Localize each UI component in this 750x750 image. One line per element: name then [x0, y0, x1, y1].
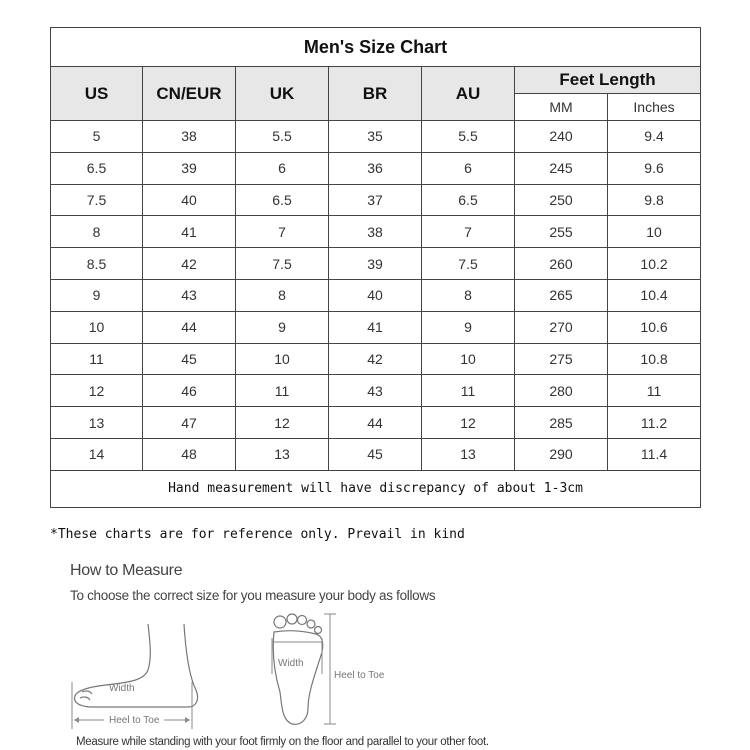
table-cell: 13: [422, 438, 515, 470]
table-cell: 13: [51, 407, 143, 439]
size-chart-table: [50, 27, 701, 508]
header-au: AU: [422, 67, 515, 121]
header-uk: UK: [236, 67, 329, 121]
disclaimer-text: *These charts are for reference only. Prevail in kind: [50, 527, 465, 542]
table-cell: 12: [236, 407, 329, 439]
table-cell: 12: [422, 407, 515, 439]
table-cell: 10: [608, 216, 701, 248]
chart-title: Men's Size Chart: [51, 28, 701, 67]
table-cell: 38: [143, 121, 236, 153]
table-cell: 8: [51, 216, 143, 248]
table-cell: 11: [236, 375, 329, 407]
table-cell: 10.4: [608, 279, 701, 311]
table-cell: 13: [236, 438, 329, 470]
table-cell: 270: [515, 311, 608, 343]
top-heel-to-toe-label: Heel to Toe: [334, 670, 385, 681]
table-cell: 10: [422, 343, 515, 375]
table-cell: 265: [515, 279, 608, 311]
header-br: BR: [329, 67, 422, 121]
header-us: US: [51, 67, 143, 121]
table-cell: 7: [236, 216, 329, 248]
how-to-measure-subtitle: To choose the correct size for you measure your body as follows: [70, 588, 436, 603]
table-cell: 285: [515, 407, 608, 439]
table-row: [51, 407, 701, 439]
table-cell: 6.5: [422, 184, 515, 216]
table-cell: 255: [515, 216, 608, 248]
table-cell: 9: [422, 311, 515, 343]
top-foot-illustration: [273, 614, 323, 724]
table-cell: 10: [51, 311, 143, 343]
table-cell: 6.5: [51, 152, 143, 184]
table-cell: 39: [143, 152, 236, 184]
table-cell: 8: [422, 279, 515, 311]
table-cell: 36: [329, 152, 422, 184]
table-cell: 5.5: [236, 121, 329, 153]
header-feet-length: Feet Length: [515, 67, 701, 94]
table-cell: 5.5: [422, 121, 515, 153]
table-cell: 46: [143, 375, 236, 407]
table-row: [51, 375, 701, 407]
table-cell: 11.4: [608, 438, 701, 470]
table-cell: 10.8: [608, 343, 701, 375]
table-cell: 42: [329, 343, 422, 375]
table-cell: 37: [329, 184, 422, 216]
table-cell: 275: [515, 343, 608, 375]
table-cell: 45: [143, 343, 236, 375]
table-cell: 43: [329, 375, 422, 407]
table-cell: 47: [143, 407, 236, 439]
table-cell: 10.2: [608, 248, 701, 280]
table-cell: 7.5: [236, 248, 329, 280]
table-cell: 42: [143, 248, 236, 280]
header-inches: Inches: [608, 94, 701, 121]
side-foot-illustration: [75, 624, 198, 707]
table-row: [51, 279, 701, 311]
side-heel-to-toe-label: Heel to Toe: [109, 715, 160, 726]
size-rows: [51, 121, 701, 471]
table-cell: 9: [51, 279, 143, 311]
table-cell: 14: [51, 438, 143, 470]
table-cell: 41: [143, 216, 236, 248]
top-width-label: Width: [278, 658, 304, 669]
table-cell: 45: [329, 438, 422, 470]
table-cell: 44: [329, 407, 422, 439]
table-cell: 40: [143, 184, 236, 216]
table-cell: 245: [515, 152, 608, 184]
table-cell: 9: [236, 311, 329, 343]
table-cell: 41: [329, 311, 422, 343]
table-cell: 8: [236, 279, 329, 311]
table-cell: 7: [422, 216, 515, 248]
table-row: [51, 121, 701, 153]
table-cell: 39: [329, 248, 422, 280]
table-row: [51, 438, 701, 470]
table-cell: 11: [422, 375, 515, 407]
how-to-measure-title: How to Measure: [70, 562, 183, 579]
table-cell: 11: [608, 375, 701, 407]
table-cell: 43: [143, 279, 236, 311]
header-cn-eur: CN/EUR: [143, 67, 236, 121]
table-cell: 12: [51, 375, 143, 407]
table-cell: 260: [515, 248, 608, 280]
measure-instruction: Measure while standing with your foot firmly on the floor and parallel to your other foot.: [76, 736, 489, 748]
table-cell: 6: [236, 152, 329, 184]
table-cell: 5: [51, 121, 143, 153]
table-cell: 11.2: [608, 407, 701, 439]
table-cell: 7.5: [51, 184, 143, 216]
table-cell: 9.4: [608, 121, 701, 153]
table-row: [51, 311, 701, 343]
table-row: [51, 152, 701, 184]
measurement-note: Hand measurement will have discrepancy of about 1-3cm: [51, 470, 701, 507]
table-row: [51, 248, 701, 280]
table-cell: 280: [515, 375, 608, 407]
side-width-label: Width: [109, 683, 135, 694]
table-cell: 290: [515, 438, 608, 470]
table-cell: 7.5: [422, 248, 515, 280]
table-cell: 10.6: [608, 311, 701, 343]
table-cell: 38: [329, 216, 422, 248]
table-cell: 10: [236, 343, 329, 375]
table-cell: 35: [329, 121, 422, 153]
table-cell: 8.5: [51, 248, 143, 280]
table-cell: 44: [143, 311, 236, 343]
table-row: [51, 184, 701, 216]
table-cell: 11: [51, 343, 143, 375]
table-row: [51, 343, 701, 375]
table-cell: 40: [329, 279, 422, 311]
table-cell: 9.6: [608, 152, 701, 184]
table-cell: 240: [515, 121, 608, 153]
table-cell: 6: [422, 152, 515, 184]
table-cell: 6.5: [236, 184, 329, 216]
table-row: [51, 216, 701, 248]
foot-measure-diagram: [60, 612, 460, 734]
table-cell: 250: [515, 184, 608, 216]
header-mm: MM: [515, 94, 608, 121]
table-cell: 48: [143, 438, 236, 470]
table-cell: 9.8: [608, 184, 701, 216]
